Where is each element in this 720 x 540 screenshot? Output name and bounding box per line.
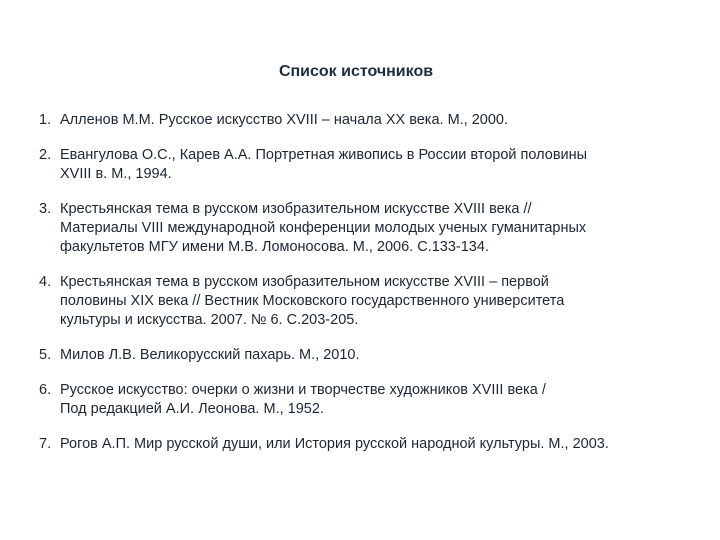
source-number: 5.: [39, 347, 52, 363]
source-number: 7.: [39, 436, 52, 452]
source-line: культуры и искусства. 2007. № 6. С.203-205.: [60, 312, 359, 328]
source-number: 4.: [39, 274, 52, 290]
source-item: [39, 381, 699, 419]
page-title-text: Список источников: [278, 63, 434, 80]
source-line: XVIII в. М., 1994.: [60, 166, 172, 182]
page-title: [0, 62, 720, 82]
source-line: Евангулова О.С., Карев А.А. Портретная живопись в России второй половины: [60, 147, 588, 163]
source-line: Крестьянская тема в русском изобразительном искусстве XVIII века //: [60, 201, 532, 217]
source-item: [39, 200, 699, 257]
source-line: Рогов А.П. Мир русской души, или История русской народной культуры. М., 2003.: [60, 436, 609, 452]
source-line: Милов Л.В. Великорусский пахарь. М., 2010.: [60, 347, 360, 363]
source-list: [39, 111, 699, 470]
source-item: [39, 435, 699, 454]
source-line: Материалы VIII международной конференции молодых ученых гуманитарных: [60, 220, 587, 236]
source-line: факультетов МГУ имени М.В. Ломоносова. М., 2006. С.133-134.: [60, 239, 489, 255]
source-item: [39, 111, 699, 130]
source-item: [39, 346, 699, 365]
source-item: [39, 273, 699, 330]
source-line: Русское искусство: очерки о жизни и творчестве художников XVIII века /: [60, 382, 546, 398]
source-line: половины XIX века // Вестник Московского государственного университета: [60, 293, 565, 309]
source-item: [39, 146, 699, 184]
source-number: 2.: [39, 147, 52, 163]
source-number: 1.: [39, 112, 52, 128]
source-line: Крестьянская тема в русском изобразительном искусстве XVIII – первой: [60, 274, 549, 290]
source-number: 3.: [39, 201, 52, 217]
source-number: 6.: [39, 382, 52, 398]
source-line: Под редакцией А.И. Леонова. М., 1952.: [60, 401, 324, 417]
source-line: Алленов М.М. Русское искусство XVIII – начала XX века. М., 2000.: [60, 112, 509, 128]
